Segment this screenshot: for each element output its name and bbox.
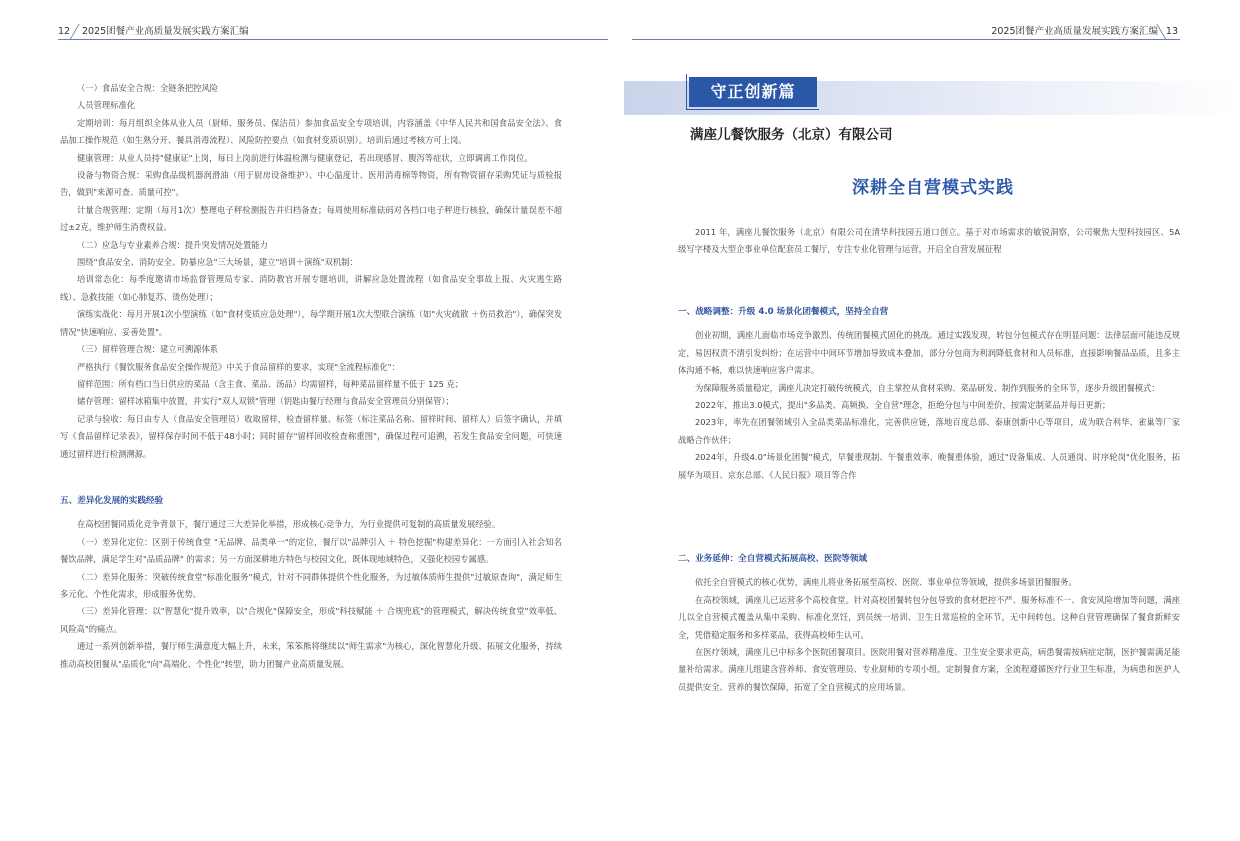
- section-five: [60, 493, 562, 673]
- paragraph: 2023年，率先在团餐领域引入全品类菜品标准化，完善供应链，落地百度总部、泰康创新中心等项目，成为联合利华、雀巢等厂家战略合作伙伴；: [678, 417, 1180, 445]
- section-title: 一、战略调整：升级 4.0 场景化团餐模式，坚持全自营: [678, 307, 889, 317]
- left-page-number: 12: [58, 26, 71, 37]
- paragraph: 围绕"食品安全、消防安全、防暴应急"三大场景，建立"培训＋演练"双机制：: [77, 257, 358, 268]
- paragraph: （三）差异化管理：以"智慧化"提升效率，以"合规化"保障安全，形成"科技赋能 ＋ 合规兜底"的管理模式，解决传统食堂"效率低、风险高"的痛点。: [60, 606, 562, 634]
- paragraph: 设备与物资合规：采购食品级机器润滑油（用于厨房设备维护）、中心温度计、医用消毒棉等物资，所有物资留存采购凭证与质检报告，做到"来源可查、质量可控"。: [60, 170, 562, 198]
- section-two: [678, 551, 1180, 696]
- paragraph: 在医疗领域，满座儿已中标多个医院团餐项目。医院用餐对营养精准度、卫生安全要求更高，病患餐需按病症定制，医护餐需满足能量补给需求。满座儿组建含营养师、食安管理员、专业厨师的专项小组，定制餐食方案，全流程遵循医疗行业卫生标准，为病患和医护人员提供安全、营养的餐饮保障，拓宽了全自营模式的应用场景。: [678, 647, 1180, 692]
- section-banner: 守正创新篇: [689, 77, 817, 107]
- paragraph: 严格执行《餐饮服务食品安全操作规范》中关于食品留样的要求，实现"全流程标准化"：: [77, 361, 400, 372]
- header-rule-right: [632, 39, 1180, 40]
- paragraph: 为保障服务质量稳定，满座儿决定打破传统模式，自主掌控从食材采购、菜品研发、制作到服务的全环节，逐步升级团餐模式：: [695, 382, 1160, 393]
- paragraph: 2011 年，满座儿餐饮服务（北京）有限公司在清华科技园五道口创立。基于对市场需求的敏锐洞察，公司聚焦大型科技园区、5A 级写字楼及大型企事业单位配套员工餐厅，专注专业化管理与运营，开启全自营发展征程: [678, 227, 1180, 255]
- paragraph: 2022年，推出3.0模式，提出"多品类、高频换、全自营"理念，拒绝分包与中间差价，按需定制菜品并每日更新；: [695, 400, 1111, 411]
- paragraph: 计量合规管理：定期（每月1次）整理电子秤检测报告并归档备查；每周使用标准砝码对各档口电子秤进行核验，确保计量误差不超过±2克，维护师生消费权益。: [60, 204, 562, 233]
- paragraph: （三）留样管理合规：建立可溯源体系: [77, 344, 219, 355]
- paragraph: 留样范围：所有档口当日供应的菜品（含主食、菜品、汤品）均需留样，每种菜品留样量不低于 125 克；: [77, 378, 464, 389]
- article-title: 深耕全自营模式实践: [852, 178, 1014, 198]
- paragraph: 2024年，升级4.0"场景化团餐"模式，早餐重现制、午餐重效率、晚餐重体验，通过"设备集成、人员通岗、时序轮岗"优化服务，拓展华为项目、京东总部、《人民日报》项目等合作: [678, 452, 1180, 480]
- section-title: 五、差异化发展的实践经验: [60, 496, 164, 506]
- left-page-body: [60, 80, 562, 463]
- paragraph: （一）食品安全合规：全链条把控风险: [77, 83, 219, 93]
- intro-block: [678, 224, 1180, 259]
- paragraph: （二）应急与专业素养合规：提升突发情况处置能力: [77, 239, 268, 250]
- paragraph: 定期培训：每月组织全体从业人员（厨师、服务员、保洁员）参加食品安全专项培训，内容涵盖《中华人民共和国食品安全法》、食品加工操作规范（如生熟分开、餐具消毒流程）、风险防控要点（如食材变质识别）。培训后通过考核方可上岗。: [60, 117, 562, 146]
- paragraph: 在高校领域，满座儿已运营多个高校食堂。针对高校团餐转包分包导致的食材把控不严、服务标准不一、食安风险增加等问题，满座儿以全自营模式覆盖从集中采购、标准化烹饪，到员统一培训、卫生日常巡检的全环节，无中间转包。这种自营管理确保了餐食新鲜安全，凭借稳定服务和多样菜品，获得高校师生认可。: [678, 594, 1180, 640]
- paragraph: （二）差异化服务：突破传统食堂"标准化服务"模式，针对不同群体提供个性化服务，为过敏体质师生提供"过敏原查询"，满足师生多元化、个性化需求，形成服务优势。: [60, 571, 562, 600]
- paragraph: 储存管理：留样冰箱集中放置，并实行"双人双锁"管理（钥匙由餐厅经理与食品安全管理员分别保管）；: [77, 396, 454, 407]
- left-running-title: 2025团餐产业高质量发展实践方案汇编: [82, 26, 249, 37]
- paragraph: 依托全自营模式的核心优势，满座儿将业务拓展至高校、医院、事业单位等领域，提供多场景团餐服务。: [695, 577, 1077, 588]
- right-page-number: 13: [1165, 26, 1178, 37]
- company-name: 满座儿餐饮服务（北京）有限公司: [690, 127, 893, 143]
- paragraph: 健康管理：从业人员持"健康证"上岗，每日上岗前进行体温检测与健康登记，若出现感冒、腹泻等症状，立即调离工作岗位。: [77, 152, 533, 163]
- header-rule-left: [58, 39, 608, 40]
- paragraph: 创业初期，满座儿面临市场竞争激烈、传统团餐模式固化的挑战。通过实践发现，转包分包模式存在明显问题：法律层面可能违反规定，易因权责不清引发纠纷；在运营中中间环节增加导致成本叠加，部分分包商为利润降低食材和人员标准，直接影响餐品品质，且多主体沟通不畅，难以快速响应客户需求。: [678, 330, 1180, 376]
- paragraph: 通过一系列创新举措，餐厅师生满意度大幅上升，未来，笨笨熊将继续以"师生需求"为核心，深化智慧化升级、拓展文化服务，持续推动高校团餐从"品质化"向"高端化、个性化"转型，助力团餐产业高质量发展。: [60, 641, 562, 669]
- paragraph: 人员管理标准化: [77, 100, 136, 111]
- paragraph: （一）差异化定位：区别于传统食堂 "无品牌、品类单一"的定位，餐厅以"品牌引入 ＋ 特色挖掘"构建差异化：一方面引入社会知名餐饮品牌，满足学生对"品质品牌" 的需求；另一方面深耕地方特色与校园文化，既体现地域特色，又强化校园专属感。: [60, 536, 562, 565]
- paragraph: 演练实战化：每月开展1次小型演练（如"食材变质应急处理"），每学期开展1次大型联合演练（如"火灾疏散 ＋伤员救治"），确保突发情况"快速响应、妥善处置"。: [60, 309, 562, 337]
- paragraph: 记录与验收：每日由专人（食品安全管理员）收取留样，检查留样量、标签（标注菜品名称、留样时间、留样人）后签字确认，并填写《食品留样记录表》，留样保存时间不低于48小时；同时留存"留样回收检查称重图"，确保过程可追溯，若发生食品安全问题，可快速通过留样进行检测溯源。: [60, 413, 562, 459]
- header-divider-left: [69, 24, 79, 40]
- section-one: [678, 304, 1180, 484]
- paragraph: 培训常态化：每季度邀请市场监督管理局专家、消防教官开展专题培训，讲解应急处置流程（如食品安全事故上报、火灾逃生路线）、急救技能（如心肺复苏、烫伤处理）；: [60, 274, 562, 302]
- paragraph: 在高校团餐同质化竞争背景下，餐厅通过三大差异化举措，形成核心竞争力，为行业提供可复制的高质量发展经验。: [77, 519, 501, 530]
- section-title: 二、业务延伸：全自营模式拓展高校、医院等领域: [678, 554, 868, 564]
- right-running-title: 2025团餐产业高质量发展实践方案汇编: [991, 26, 1158, 37]
